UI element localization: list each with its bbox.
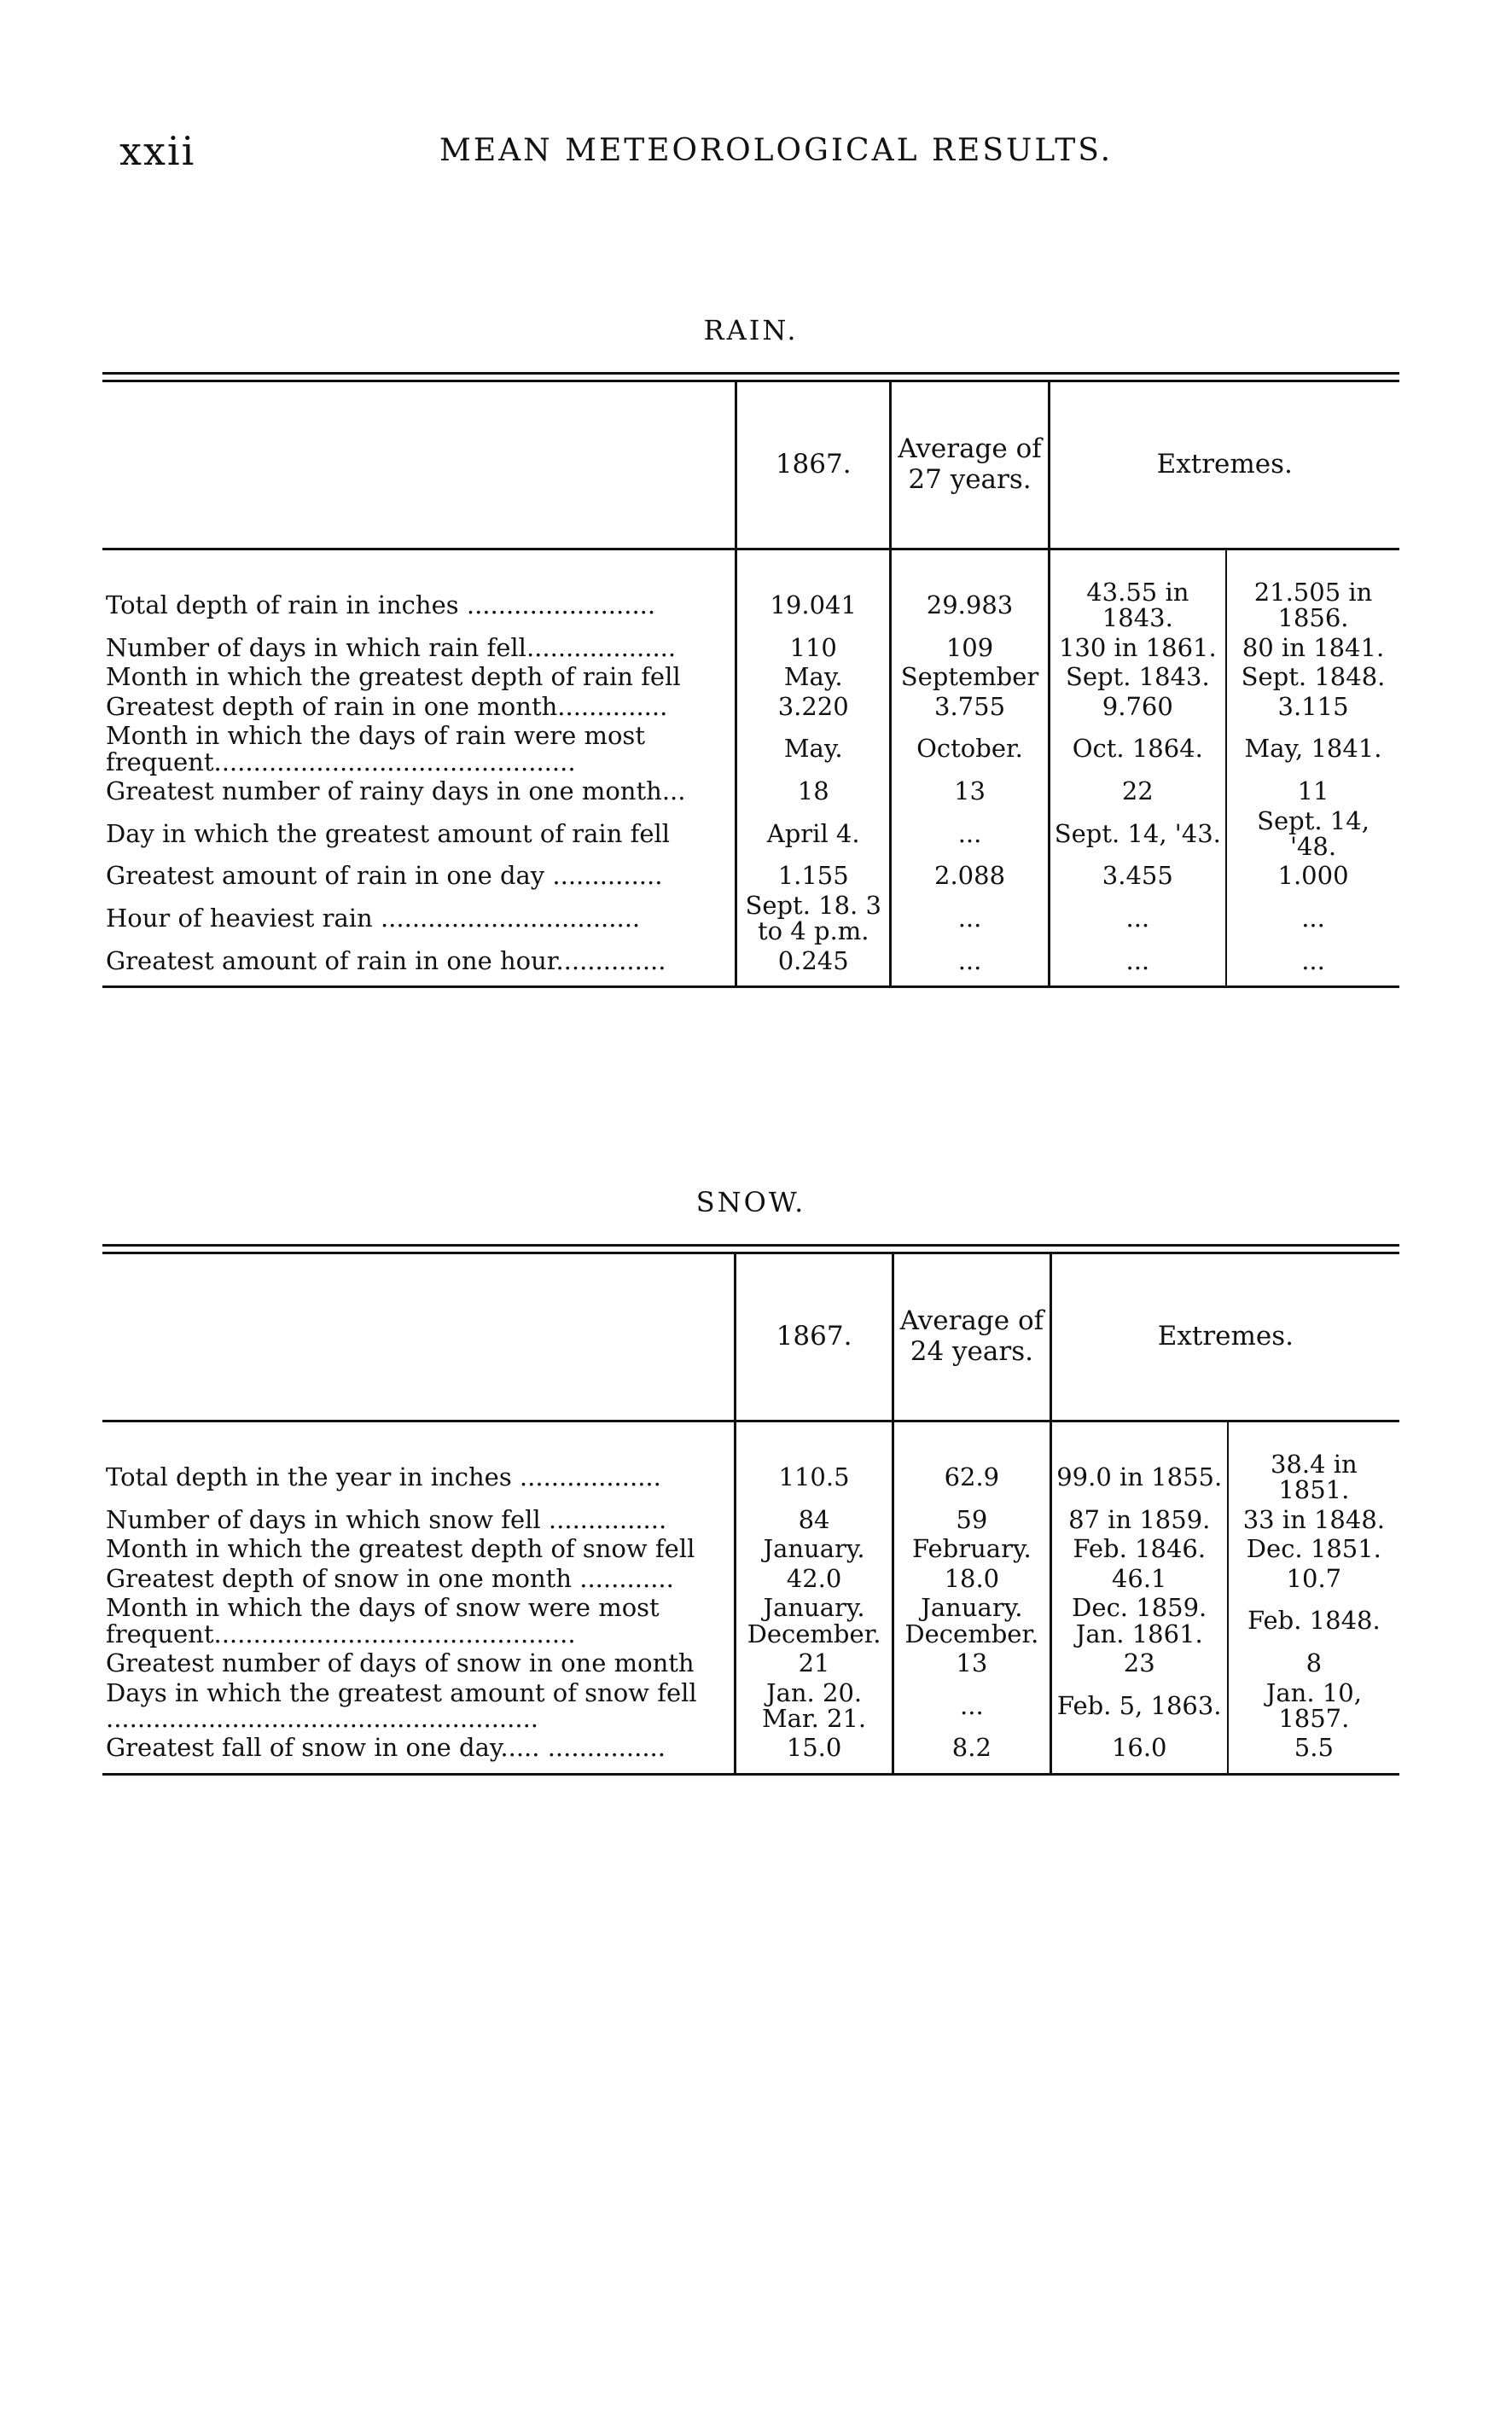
rain-extreme-high: ... — [1049, 946, 1226, 985]
snow-table-row — [102, 1450, 1399, 1505]
snow-value-1867: 84 — [736, 1505, 893, 1534]
snow-value-average: 59 — [893, 1505, 1050, 1534]
snow-value-1867: January. — [736, 1534, 893, 1563]
snow-extreme-low: Dec. 1851. — [1228, 1534, 1399, 1563]
rain-top-rule — [102, 372, 1399, 382]
snow-extreme-low: 5.5 — [1228, 1733, 1399, 1772]
snow-row-label: Month in which the greatest depth of snow fell — [106, 1534, 695, 1564]
rain-extreme-low: 3.115 — [1226, 692, 1399, 721]
snow-extreme-high: 46.1 — [1050, 1564, 1227, 1593]
snow-extreme-low: 10.7 — [1228, 1564, 1399, 1593]
snow-extreme-high: 87 in 1859. — [1050, 1505, 1227, 1534]
snow-top-rule — [102, 1244, 1399, 1254]
rain-value-1867: 0.245 — [736, 946, 890, 985]
rain-value-average: 13 — [891, 776, 1049, 805]
snow-section — [102, 1186, 1399, 1776]
rain-extremes-header: Extremes. — [1049, 382, 1399, 548]
rain-row-label: Hour of heaviest rain ................................. — [106, 904, 641, 933]
snow-table-row — [102, 1505, 1399, 1534]
rain-table-row — [102, 861, 1399, 890]
rain-row-label: Day in which the greatest amount of rain fell — [106, 818, 671, 848]
rain-value-1867: May. — [736, 662, 890, 691]
snow-value-1867: January. December. — [736, 1593, 893, 1648]
snow-table-row — [102, 1593, 1399, 1648]
rain-value-1867: 110 — [736, 633, 890, 662]
rain-extreme-low: 1.000 — [1226, 861, 1399, 890]
rain-table-row — [102, 891, 1399, 946]
snow-row-label: Days in which the greatest amount of snow fell ....................................................... — [106, 1677, 697, 1733]
snow-value-1867: 110.5 — [736, 1450, 893, 1505]
snow-extreme-high: Feb. 5, 1863. — [1050, 1678, 1227, 1734]
snow-value-average: 13 — [893, 1648, 1050, 1677]
rain-extreme-low: 21.505 in 1856. — [1226, 578, 1399, 633]
snow-row-label: Greatest fall of snow in one day..... ............... — [106, 1733, 666, 1763]
rain-value-1867: 3.220 — [736, 692, 890, 721]
page-header — [119, 128, 1399, 196]
snow-extreme-high: 16.0 — [1050, 1733, 1227, 1772]
page-number: xxii — [119, 128, 196, 174]
rain-value-1867: May. — [736, 721, 890, 776]
rain-extreme-low: May, 1841. — [1226, 721, 1399, 776]
rain-table-row — [102, 633, 1399, 662]
snow-table — [102, 1254, 1399, 1773]
rain-extreme-low: Sept. 14, '48. — [1226, 806, 1399, 862]
rain-value-average: October. — [891, 721, 1049, 776]
snow-extreme-low: 38.4 in 1851. — [1228, 1450, 1399, 1505]
snow-row-label: Number of days in which snow fell ............... — [106, 1504, 667, 1534]
rain-value-1867: 18 — [736, 776, 890, 805]
rain-title: RAIN. — [703, 314, 799, 346]
snow-year-header: 1867. — [736, 1254, 893, 1420]
rain-row-label: Greatest amount of rain in one hour.............. — [106, 945, 666, 975]
rain-extreme-low: Sept. 1848. — [1226, 662, 1399, 691]
rain-table-body — [102, 578, 1399, 985]
rain-extreme-high: ... — [1049, 891, 1226, 946]
snow-row-label: Greatest depth of snow in one month ............ — [106, 1563, 674, 1593]
rain-value-average: ... — [891, 806, 1049, 862]
snow-value-1867: 15.0 — [736, 1733, 893, 1772]
snow-table-row — [102, 1648, 1399, 1677]
rain-value-average: ... — [891, 946, 1049, 985]
snow-average-header: Average of 24 years. — [893, 1254, 1050, 1420]
snow-extremes-header: Extremes. — [1050, 1254, 1399, 1420]
rain-extreme-high: 130 in 1861. — [1049, 633, 1226, 662]
snow-table-row — [102, 1564, 1399, 1593]
snow-value-1867: 42.0 — [736, 1564, 893, 1593]
rain-table-row — [102, 692, 1399, 721]
rain-label-header — [102, 382, 736, 548]
snow-extreme-high: Dec. 1859. Jan. 1861. — [1050, 1593, 1227, 1648]
rain-section — [102, 314, 1399, 988]
snow-title: SNOW. — [695, 1186, 806, 1218]
rain-extreme-low: ... — [1226, 946, 1399, 985]
rain-year-header: 1867. — [736, 382, 890, 548]
rain-value-average: September — [891, 662, 1049, 691]
rain-extreme-high: Sept. 14, '43. — [1049, 806, 1226, 862]
snow-extreme-low: Feb. 1848. — [1228, 1593, 1399, 1648]
running-title: MEAN METEOROLOGICAL RESULTS. — [439, 133, 1114, 168]
rain-extreme-low: 80 in 1841. — [1226, 633, 1399, 662]
snow-value-average: 8.2 — [893, 1733, 1050, 1772]
snow-row-label: Greatest number of days of snow in one month — [106, 1648, 695, 1678]
rain-row-label: Month in which the days of rain were most frequent.............................................. — [106, 721, 645, 776]
rain-average-header: Average of 27 years. — [891, 382, 1049, 548]
rain-value-1867: April 4. — [736, 806, 890, 862]
snow-extreme-low: 8 — [1228, 1648, 1399, 1677]
rain-value-average: 109 — [891, 633, 1049, 662]
snow-table-row — [102, 1733, 1399, 1772]
rain-table-row — [102, 578, 1399, 633]
rain-row-label: Month in which the greatest depth of rain fell — [106, 662, 681, 692]
snow-table-body — [102, 1450, 1399, 1773]
snow-table-row — [102, 1534, 1399, 1563]
rain-value-average: ... — [891, 891, 1049, 946]
rain-extreme-low: ... — [1226, 891, 1399, 946]
rain-value-1867: 1.155 — [736, 861, 890, 890]
rain-extreme-high: 3.455 — [1049, 861, 1226, 890]
snow-value-1867: 21 — [736, 1648, 893, 1677]
snow-value-average: February. — [893, 1534, 1050, 1563]
rain-extreme-high: 43.55 in 1843. — [1049, 578, 1226, 633]
snow-value-average: ... — [893, 1678, 1050, 1734]
snow-extreme-high: 23 — [1050, 1648, 1227, 1677]
snow-table-row — [102, 1678, 1399, 1734]
rain-row-label: Greatest amount of rain in one day .............. — [106, 861, 663, 891]
rain-extreme-high: 22 — [1049, 776, 1226, 805]
rain-extreme-high: Sept. 1843. — [1049, 662, 1226, 691]
snow-value-1867: Jan. 20. Mar. 21. — [736, 1678, 893, 1734]
rain-extreme-high: Oct. 1864. — [1049, 721, 1226, 776]
rain-table-row — [102, 721, 1399, 776]
rain-row-label: Total depth of rain in inches ........................ — [106, 590, 656, 620]
rain-value-average: 29.983 — [891, 578, 1049, 633]
rain-extreme-high: 9.760 — [1049, 692, 1226, 721]
rain-table — [102, 382, 1399, 985]
snow-extreme-low: Jan. 10, 1857. — [1228, 1678, 1399, 1734]
snow-bottom-rule — [102, 1773, 1399, 1776]
rain-value-1867: 19.041 — [736, 578, 890, 633]
snow-row-label: Total depth in the year in inches .................. — [106, 1462, 661, 1492]
rain-table-row — [102, 776, 1399, 805]
snow-row-label: Month in which the days of snow were most frequent.............................................. — [106, 1593, 660, 1648]
snow-extreme-high: 99.0 in 1855. — [1050, 1450, 1227, 1505]
rain-table-row — [102, 662, 1399, 691]
rain-row-label: Greatest number of rainy days in one month... — [106, 776, 686, 806]
snow-value-average: 18.0 — [893, 1564, 1050, 1593]
rain-value-average: 3.755 — [891, 692, 1049, 721]
snow-value-average: 62.9 — [893, 1450, 1050, 1505]
rain-value-average: 2.088 — [891, 861, 1049, 890]
rain-extreme-low: 11 — [1226, 776, 1399, 805]
rain-bottom-rule — [102, 985, 1399, 988]
rain-row-label: Number of days in which rain fell................... — [106, 632, 677, 662]
snow-extreme-low: 33 in 1848. — [1228, 1505, 1399, 1534]
snow-extreme-high: Feb. 1846. — [1050, 1534, 1227, 1563]
rain-table-row — [102, 946, 1399, 985]
snow-label-header — [102, 1254, 736, 1420]
rain-value-1867: Sept. 18. 3 to 4 p.m. — [736, 891, 890, 946]
rain-table-row — [102, 806, 1399, 862]
rain-row-label: Greatest depth of rain in one month.............. — [106, 691, 668, 721]
snow-value-average: January. December. — [893, 1593, 1050, 1648]
